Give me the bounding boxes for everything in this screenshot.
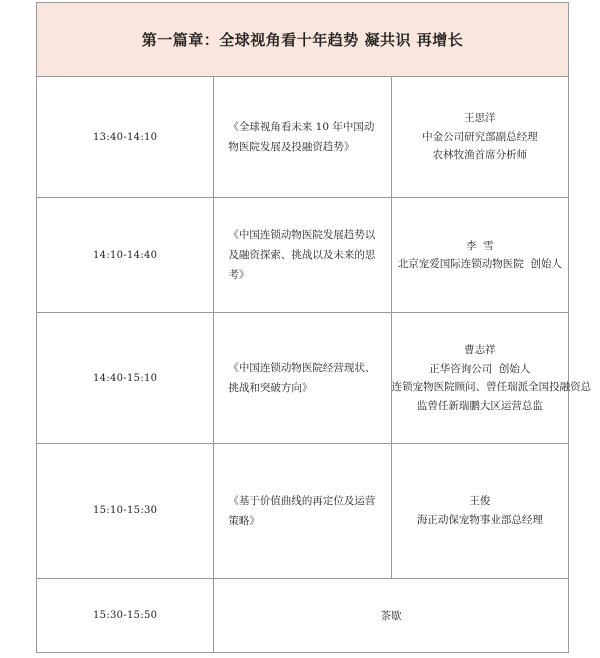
table-row <box>37 443 569 578</box>
table-row <box>37 578 569 652</box>
speaker-title: 农林牧渔首席分析师 <box>432 149 528 162</box>
session-topic: 《中国连锁动物医院经营现状、挑战和突破方向》 <box>214 313 391 443</box>
speaker-title: 连锁宠物医院顾问、曾任瑞派全国投融资总 <box>391 381 592 394</box>
speaker-title: 监曾任新瑞鹏大区运营总监 <box>416 399 543 412</box>
session-time: 14:10-14:40 <box>37 198 214 313</box>
session-topic: 《中国连锁动物医院发展趋势以及融资探索、挑战以及未来的思考》 <box>214 198 391 313</box>
speaker-info <box>391 443 568 578</box>
speaker-info <box>391 198 568 313</box>
speaker-name: 王俊 <box>469 495 491 508</box>
session-time: 15:10-15:30 <box>37 443 214 578</box>
speaker-title: 海正动保宠物事业部总经理 <box>416 513 543 526</box>
speaker-name: 李 雪 <box>465 239 494 252</box>
tea-break-label: 茶歇 <box>214 578 569 652</box>
speaker-title: 中金公司研究部副总经理 <box>422 130 538 143</box>
session-time: 13:40-14:10 <box>37 77 214 198</box>
agenda-table <box>36 2 592 653</box>
speaker-info <box>391 77 568 198</box>
speaker-title: 正华咨询公司 创始人 <box>429 362 531 375</box>
table-row <box>37 198 569 313</box>
speaker-name: 曹志祥 <box>464 344 496 357</box>
session-time: 14:40-15:10 <box>37 313 214 443</box>
speaker-title: 北京宠爱国际连锁动物医院 创始人 <box>397 258 562 271</box>
session-time: 15:30-15:50 <box>37 578 214 652</box>
session-topic: 《全球视角看未来 10 年中国动物医院发展及投融资趋势》 <box>214 77 391 198</box>
session-topic: 《基于价值曲线的再定位及运营策略》 <box>214 443 391 578</box>
table-row <box>37 313 569 443</box>
speaker-name: 王思洋 <box>464 112 496 125</box>
chapter-title: 第一篇章：全球视角看十年趋势 凝共识 再增长 <box>37 3 569 77</box>
agenda-header-row <box>37 3 569 77</box>
speaker-info <box>391 313 592 443</box>
table-row <box>37 77 569 198</box>
